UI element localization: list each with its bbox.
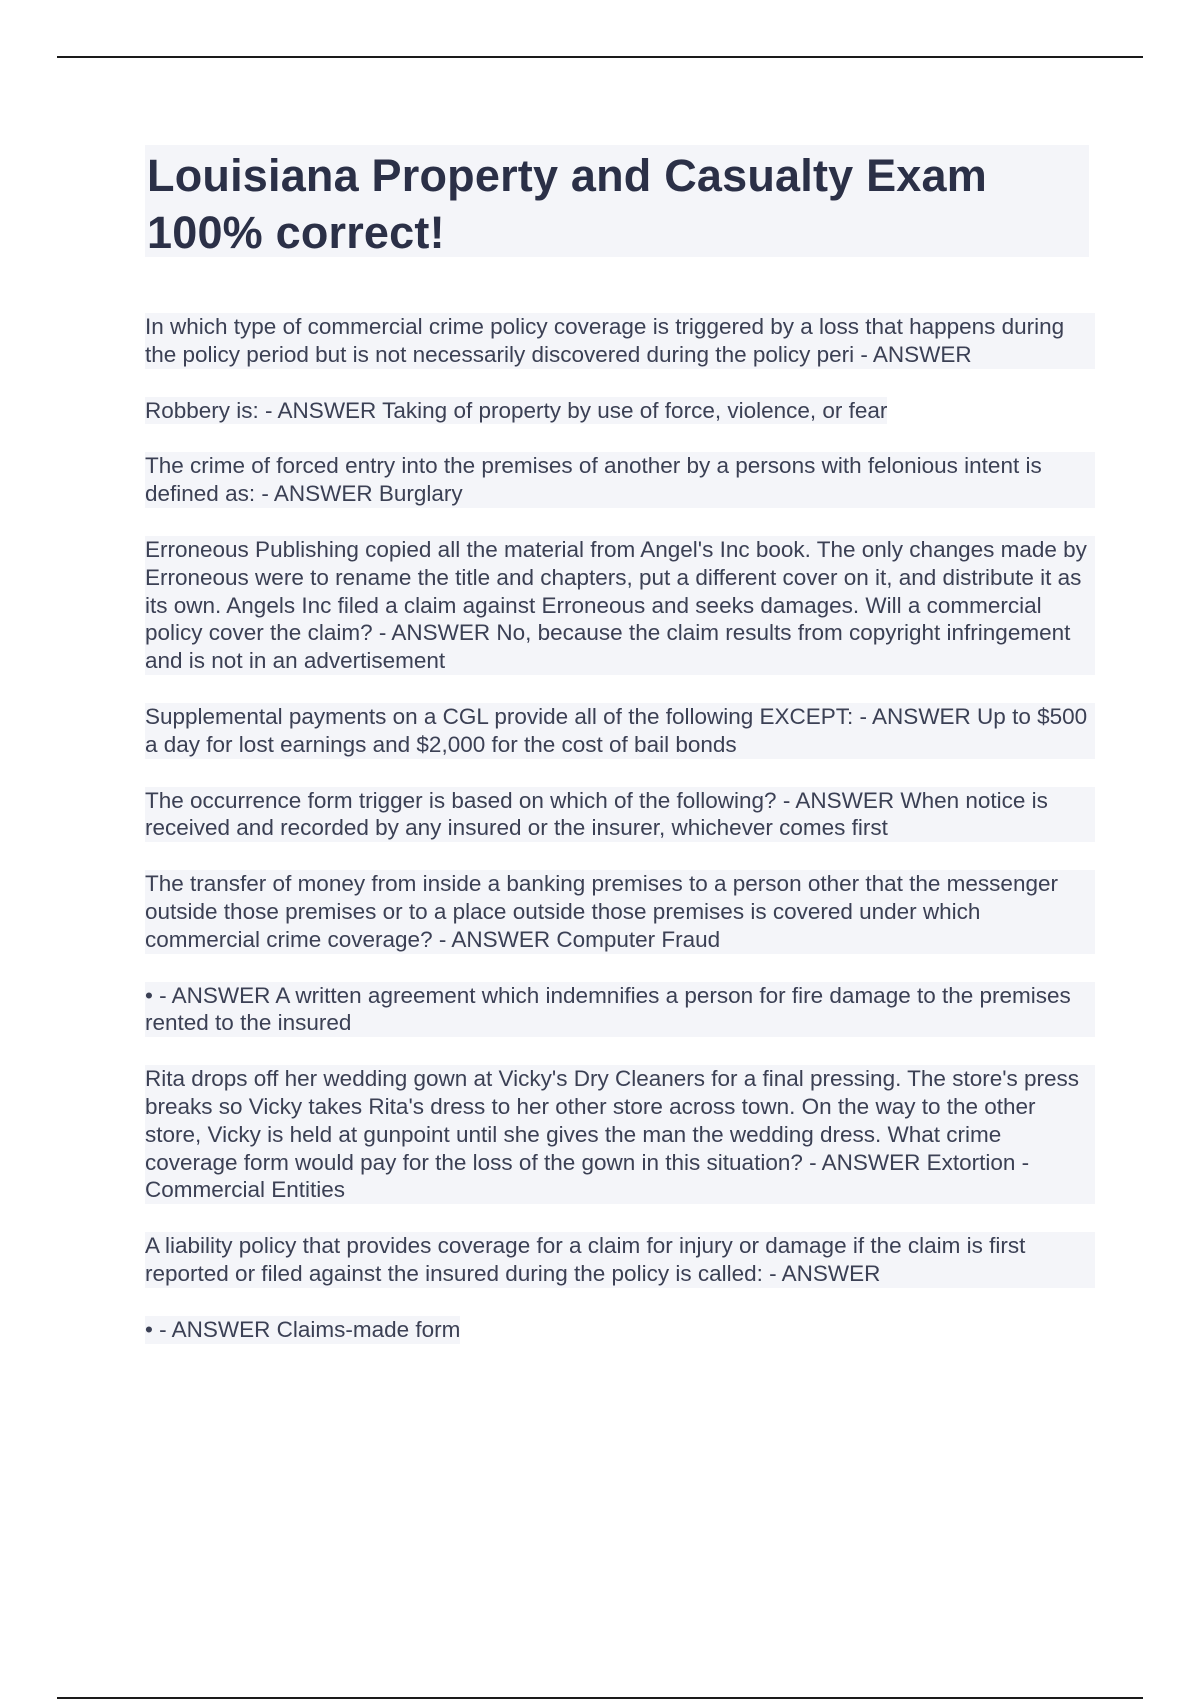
qa-item: • - ANSWER Claims-made form [145,1316,461,1342]
title-block [145,145,1089,257]
top-rule [57,56,1143,58]
bottom-rule [57,1697,1143,1699]
qa-item: Supplemental payments on a CGL provide all of the following EXCEPT: - ANSWER Up to $500 a day for lost earnings and $2,000 for the cost of bail bonds [145,703,1095,759]
qa-item: Robbery is: - ANSWER Taking of property by use of force, violence, or fear [145,397,888,423]
qa-item: Erroneous Publishing copied all the material from Angel's Inc book. The only changes made by Erroneous were to rename the title and chapters, put a different cover on it, and distribute it as its own. Angels Inc filed a claim against Erroneous and seeks damages. Will a commercial policy cover the claim? - ANSWER No, because the claim results from copyright infringement and is not in an advertisement [145,536,1095,675]
qa-item: The transfer of money from inside a banking premises to a person other that the messenger outside those premises or to a place outside those premises is covered under which commercial crime coverage? - ANSWER Computer Fraud [145,870,1095,953]
qa-item: The crime of forced entry into the premises of another by a persons with felonious intent is defined as: - ANSWER Burglary [145,452,1095,508]
question-answer-list [145,313,1095,1372]
document-title: Louisiana Property and Casualty Exam 100% correct! [147,150,987,258]
qa-item: • - ANSWER A written agreement which indemnifies a person for fire damage to the premises rented to the insured [145,982,1095,1038]
qa-item: Rita drops off her wedding gown at Vicky's Dry Cleaners for a final pressing. The store's press breaks so Vicky takes Rita's dress to her other store across town. On the way to the other store, Vicky is held at gunpoint until she gives the man the wedding dress. What crime coverage form would pay for the loss of the gown in this situation? - ANSWER Extortion - Commercial Entities [145,1065,1095,1204]
qa-item: In which type of commercial crime policy coverage is triggered by a loss that happens during the policy period but is not necessarily discovered during the policy peri - ANSWER [145,313,1095,369]
qa-item: The occurrence form trigger is based on which of the following? - ANSWER When notice is received and recorded by any insured or the insurer, whichever comes first [145,787,1095,843]
qa-item: A liability policy that provides coverage for a claim for injury or damage if the claim is first reported or filed against the insured during the policy is called: - ANSWER [145,1232,1095,1288]
